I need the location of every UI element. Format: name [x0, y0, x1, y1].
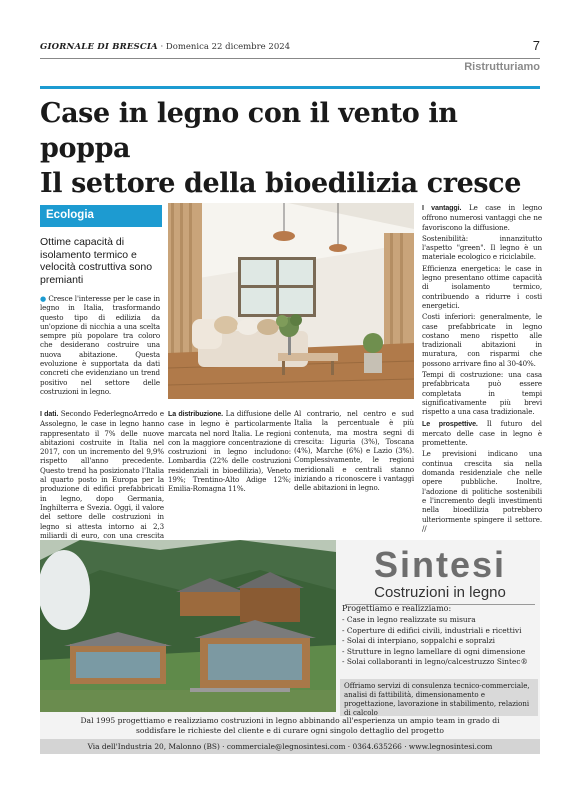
article-column-1: [40, 409, 164, 561]
dati-lead: I dati.: [40, 410, 59, 418]
dati-text: Secondo FederlegnoArredo e Assolegno, le case in legno hanno rappresentato il 7% delle nuove abitazioni costruite in Italia nel 2017, con un incremento del 9,9% rispetto all'anno precedente. Questo trend ha posizionato l'Italia al quarto posto in Europa per la produzione di edifici prefabbricati in legno, dopo Germania, Inghilterra e Svezia. Oggi, il valore del settore delle costruzioni in legno si attesta intorno ai 2,3 miliardi di euro, con una crescita: [40, 409, 165, 540]
vantaggi-lead: I vantaggi.: [422, 204, 462, 212]
ad-photo: [40, 540, 336, 712]
headline-line-1: Case in legno con il vento in poppa: [40, 98, 458, 164]
ad-offer-box: Offriamo servizi di consulenza tecnico-commerciale, analisi di fattibilità, dimensionamento e progettazione, lavorazione in stabilimento, relazioni di calcolo: [340, 679, 538, 716]
headline-line-2: Il settore della bioedilizia cresce: [40, 168, 522, 199]
issue-date: · Domenica 22 dicembre 2024: [160, 42, 291, 52]
previsioni-text: Le previsioni indicano una continua crescita sia nella domanda residenziale che nelle opere pubbliche. Inoltre, l'adozione di politiche sostenibili e l'incremento degli investimenti nella bioedilizia potrebbero ulteriormente spingere il settore.: [422, 449, 542, 524]
article-column-2: [168, 409, 291, 496]
intro-text: Cresce l'interesse per le case in legno in Italia, trasformando questo tipo di edilizia da un'opzione di nicchia a una scelta sempre più popolare tra coloro che desiderano costruire una nuova abitazione. Questa evoluzione è supportata da dati concreti che evidenziano un trend positivo nel settore delle costruzioni in legno.: [40, 294, 161, 396]
distribuzione-lead: La distribuzione.: [168, 410, 224, 418]
ad-tagline: Dal 1995 progettiamo e realizziamo costruzioni in legno abbinando all'esperienza un ampio team in grado di soddisfare le richieste del cliente e di curare ogni singolo dettaglio del progetto: [80, 716, 500, 735]
bullet-icon: ●: [40, 294, 47, 303]
centro-sud-text: Al contrario, nel centro e sud Italia la percentuale è più contenuta, ma mostra segni di crescita: Liguria (3%), Toscana (4%), Marche (6%) e Lazio (3%). Complessivamente, le regioni meridionali e centrali stanno iniziando a riconoscere i vantaggi delle abitazioni in legno.: [294, 409, 414, 493]
ad-service-item: - Case in legno realizzate su misura: [342, 615, 476, 624]
vantaggi-text: Le case in legno offrono numerosi vantaggi che ne favoriscono la diffusione.: [422, 203, 542, 232]
category-label: Ecologia: [40, 205, 162, 227]
ad-service-item: - Solai collaboranti in legno/calcestruzzo Sintec®: [342, 657, 528, 667]
article-column-4: [422, 203, 542, 535]
end-mark: //: [422, 523, 427, 533]
living-room-photo: [168, 203, 414, 399]
section-rule: [40, 86, 540, 89]
ad-brand: Sintesi: [373, 544, 507, 585]
headline: [40, 96, 540, 201]
ad-service-item: - Coperture di edifici civili, industriali e ricettivi: [342, 625, 522, 635]
efficienza-text: Efficienza energetica: le case in legno presentano ottime capacità di isolamento termico, contribuendo a ridurre i costi energetici.: [422, 263, 542, 310]
ad-services-list: [342, 615, 538, 668]
ad-contact-footer: Via dell'Industria 20, Malonno (BS) · commerciale@legnosintesi.com · 0364.635266 · www.legnosintesi.com: [40, 739, 540, 754]
article-column-3: [294, 409, 414, 495]
tempi-text: Tempi di costruzione: una casa prefabbricata può essere completata in tempi significativamente più brevi rispetto a una casa tradizionale.: [422, 370, 542, 417]
newspaper-name: GIORNALE DI BRESCIA: [40, 42, 158, 52]
ad-service-item: - Strutture in legno lamellare di ogni dimensione: [342, 646, 526, 656]
page-number: 7: [532, 38, 540, 53]
section-title: Ristrutturiamo: [464, 61, 540, 73]
prospettive-lead: Le prospettive.: [422, 419, 478, 428]
ad-brand-subtitle: Costruzioni in legno: [374, 584, 506, 601]
sostenibilita-text: Sostenibilità: innanzitutto l'aspetto "green". Il legno è un materiale ecologico e riciclabile.: [422, 233, 542, 262]
masthead: [40, 38, 540, 56]
ad-service-item: - Solai di interpiano, soppalchi e sopralzi: [342, 636, 496, 646]
costi-text: Costi inferiori: generalmente, le case prefabbricate in legno costano meno rispetto alle tradizionali abitazioni in muratura, con risparmi che possono arrivare fino al 30-40%.: [422, 312, 542, 368]
distribuzione-text: La diffusione delle case in legno è particolarmente marcata nel nord Italia. Le regioni con la maggiore concentrazione di costruzioni in legno includono: Lombardia (22% delle costruzioni residenziali in bioedilizia), Veneto 19%; Trentino-Alto Adige 12%; Emilia-Romagna 11%.: [168, 409, 291, 494]
masthead-divider: [40, 58, 540, 59]
advertisement: [40, 540, 540, 754]
ad-services-title: Progettiamo e realizziamo:: [342, 604, 452, 613]
subheadline: Ottime capacità di isolamento termico e velocità costruttiva sono premianti: [40, 236, 153, 286]
prospettive-text: Il futuro del mercato delle case in legno è promettente.: [422, 418, 542, 448]
article-intro: [40, 294, 160, 396]
